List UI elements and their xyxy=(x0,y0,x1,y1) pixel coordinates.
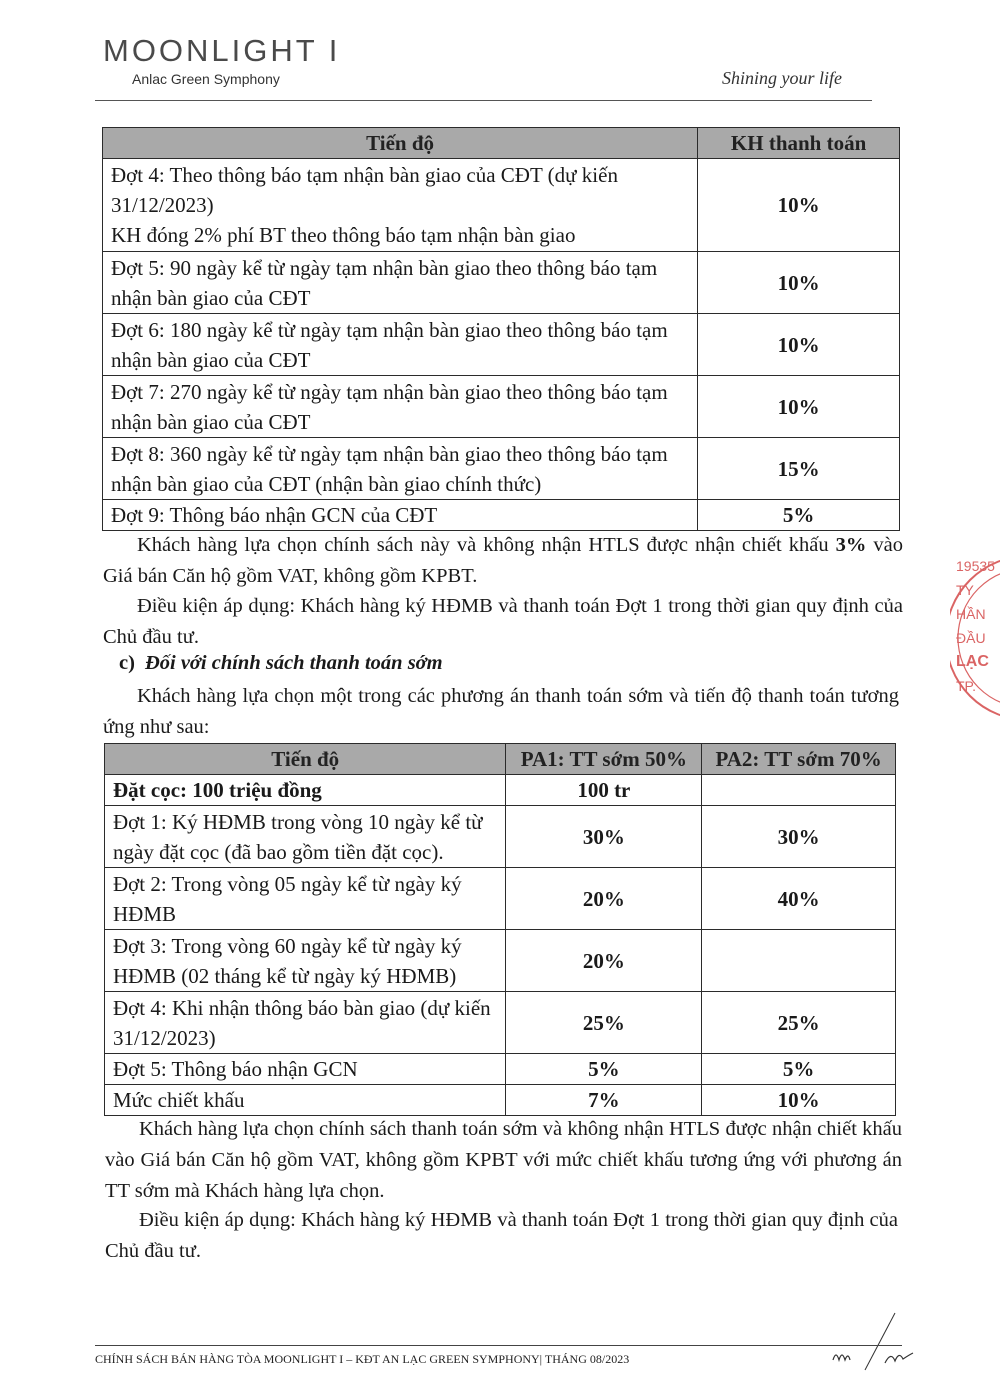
stamp-line: TY xyxy=(956,582,974,598)
row-pa2: 25% xyxy=(702,992,896,1054)
stamp-line: 19535 xyxy=(956,558,995,574)
stamp-line: HẦN xyxy=(956,606,986,622)
row-value: 10% xyxy=(698,252,900,314)
row-pa1: 5% xyxy=(506,1054,702,1085)
row-description: Đợt 8: 360 ngày kể từ ngày tạm nhận bàn giao theo thông báo tạm nhận bàn giao của CĐT (nhận bàn giao chính thức) xyxy=(103,438,698,500)
row-description: Đợt 4: Khi nhận thông báo bàn giao (dự kiến 31/12/2023) xyxy=(105,992,506,1054)
stamp-line: ĐẦU xyxy=(956,630,986,646)
footer-divider xyxy=(95,1345,902,1346)
header-payment: KH thanh toán xyxy=(698,128,900,159)
table-row xyxy=(103,438,900,500)
early-payment-table xyxy=(104,743,896,1116)
discount-paragraph xyxy=(103,530,903,592)
row-pa1: 20% xyxy=(506,868,702,930)
brand-logo: MOONLIGHT I xyxy=(103,33,341,68)
header-pa2: PA2: TT sớm 70% xyxy=(702,744,896,775)
table-row xyxy=(105,868,896,930)
tagline: Shining your life xyxy=(722,68,842,88)
row-description: Đợt 5: 90 ngày kể từ ngày tạm nhận bàn giao theo thông báo tạm nhận bàn giao của CĐT xyxy=(103,252,698,314)
row-pa1: 30% xyxy=(506,806,702,868)
row-description: Đợt 9: Thông báo nhận GCN của CĐT xyxy=(103,500,698,531)
table-header-row xyxy=(105,744,896,775)
row-line-2: KH đóng 2% phí BT theo thông báo tạm nhận bàn giao xyxy=(111,223,576,247)
row-value: 15% xyxy=(698,438,900,500)
table-row xyxy=(105,992,896,1054)
table-row xyxy=(103,376,900,438)
row-description: Mức chiết khấu xyxy=(105,1085,506,1116)
condition-paragraph: Điều kiện áp dụng: Khách hàng ký HĐMB và thanh toán Đợt 1 trong thời gian quy định của Chủ đầu tư. xyxy=(103,595,903,648)
early-discount-paragraph: Khách hàng lựa chọn chính sách thanh toán sớm và không nhận HTLS được nhận chiết khấu vào Giá bán Căn hộ gồm VAT, không gồm KPBT với mức chiết khấu tương ứng với phương án TT sớm mà Khách hàng lựa chọn. xyxy=(105,1118,902,1202)
table-row xyxy=(105,806,896,868)
table-row xyxy=(105,775,896,806)
row-description: Đặt cọc: 100 triệu đồng xyxy=(105,775,506,806)
row-description: Đợt 7: 270 ngày kể từ ngày tạm nhận bàn giao theo thông báo tạm nhận bàn giao của CĐT xyxy=(103,376,698,438)
section-heading xyxy=(119,652,443,675)
row-pa1: 20% xyxy=(506,930,702,992)
table-header-row xyxy=(103,128,900,159)
row-value: 10% xyxy=(698,159,900,252)
discount-text-after: vào Giá bán Căn hộ gồm VAT, không gồm KPBT. xyxy=(103,534,903,587)
section-title: Đối với chính sách thanh toán sớm xyxy=(144,652,443,674)
table-row xyxy=(103,252,900,314)
company-stamp xyxy=(950,548,1000,728)
row-description: Đợt 2: Trong vòng 05 ngày kể từ ngày ký HĐMB xyxy=(105,868,506,930)
stamp-line: TP. xyxy=(956,678,976,694)
section-label: c) xyxy=(119,652,135,674)
row-pa1: 7% xyxy=(506,1085,702,1116)
header-pa1: PA1: TT sớm 50% xyxy=(506,744,702,775)
table-row xyxy=(105,930,896,992)
header-progress: Tiến độ xyxy=(103,128,698,159)
row-pa2: 5% xyxy=(702,1054,896,1085)
signature-icon xyxy=(825,1308,915,1378)
header-divider xyxy=(95,100,872,101)
row-value: 10% xyxy=(698,376,900,438)
table-row xyxy=(103,314,900,376)
row-pa2: 40% xyxy=(702,868,896,930)
table-row xyxy=(105,1054,896,1085)
row-pa2: 10% xyxy=(702,1085,896,1116)
row-description: Đợt 3: Trong vòng 60 ngày kể từ ngày ký HĐMB (02 tháng kể từ ngày ký HĐMB) xyxy=(105,930,506,992)
page-footer: CHÍNH SÁCH BÁN HÀNG TÒA MOONLIGHT I – KĐT AN LẠC GREEN SYMPHONY| THÁNG 08/2023 xyxy=(95,1352,630,1366)
row-line-1: Đợt 4: Theo thông báo tạm nhận bàn giao của CĐT (dự kiến 31/12/2023) xyxy=(111,163,618,217)
row-description: Đợt 5: Thông báo nhận GCN xyxy=(105,1054,506,1085)
brand-subtitle: Anlac Green Symphony xyxy=(132,71,280,87)
early-condition-paragraph: Điều kiện áp dụng: Khách hàng ký HĐMB và thanh toán Đợt 1 trong thời gian quy định của Chủ đầu tư. xyxy=(105,1209,898,1262)
table-row xyxy=(105,1085,896,1116)
row-pa1: 100 tr xyxy=(506,775,702,806)
row-pa1: 25% xyxy=(506,992,702,1054)
options-intro-paragraph: Khách hàng lựa chọn một trong các phương án thanh toán sớm và tiến độ thanh toán tương ứng như sau: xyxy=(103,685,899,738)
discount-rate: 3% xyxy=(835,534,867,556)
row-description: Đợt 6: 180 ngày kể từ ngày tạm nhận bàn giao theo thông báo tạm nhận bàn giao của CĐT xyxy=(103,314,698,376)
discount-text-before: Khách hàng lựa chọn chính sách này và không nhận HTLS được nhận chiết khấu xyxy=(137,534,836,556)
row-description: Đợt 1: Ký HĐMB trong vòng 10 ngày kể từ ngày đặt cọc (đã bao gồm tiền đặt cọc). xyxy=(105,806,506,868)
row-pa2 xyxy=(702,930,896,992)
row-value: 5% xyxy=(698,500,900,531)
header-progress: Tiến độ xyxy=(105,744,506,775)
table-row xyxy=(103,500,900,531)
table-row xyxy=(103,159,900,252)
row-value: 10% xyxy=(698,314,900,376)
stamp-line: LẠC xyxy=(956,653,989,670)
payment-schedule-table xyxy=(102,127,900,531)
row-pa2: 30% xyxy=(702,806,896,868)
row-pa2 xyxy=(702,775,896,806)
row-description xyxy=(103,159,698,252)
